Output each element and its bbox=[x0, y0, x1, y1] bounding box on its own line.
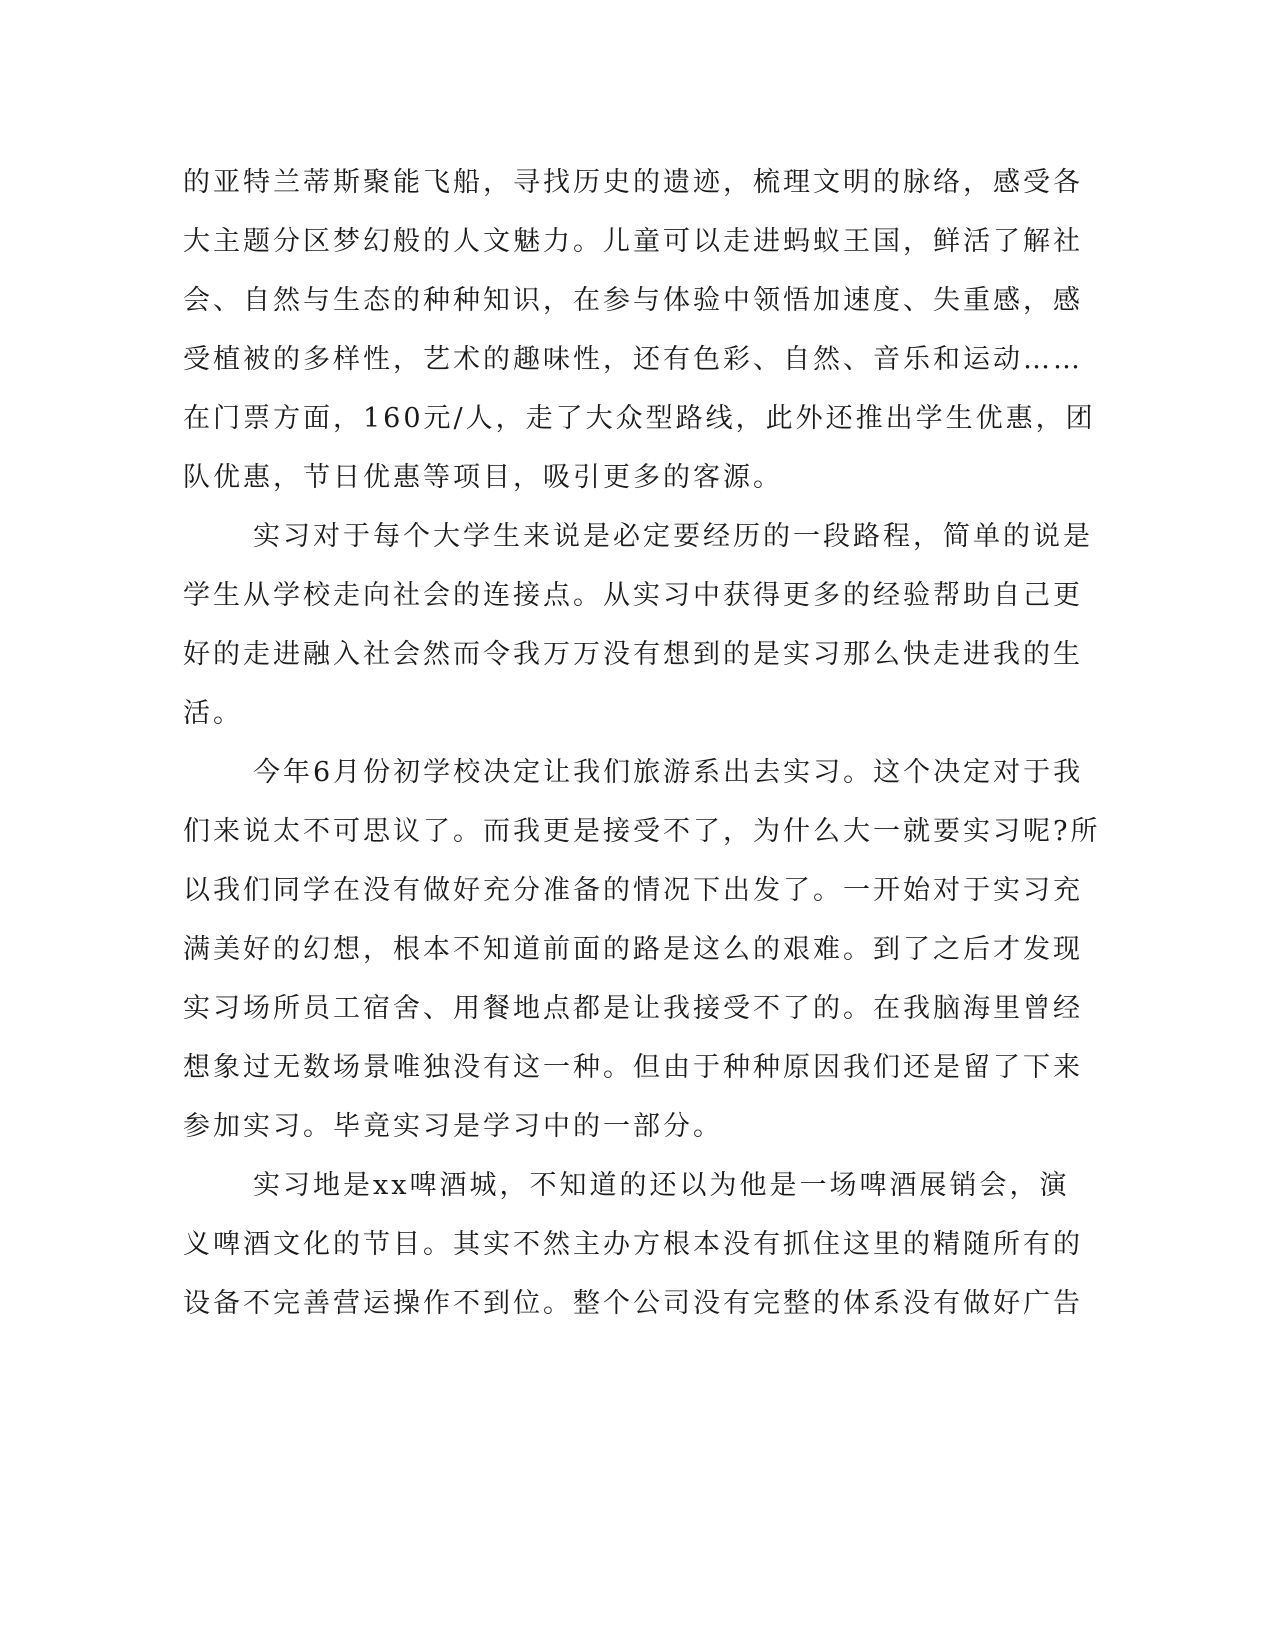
text-line: 以我们同学在没有做好充分准备的情况下出发了。一开始对于实习充 bbox=[183, 875, 1083, 906]
text-line: 实习场所员工宿舍、用餐地点都是让我接受不了的。在我脑海里曾经 bbox=[183, 993, 1083, 1024]
text-line: 想象过无数场景唯独没有这一种。但由于种种原因我们还是留了下来 bbox=[183, 1052, 1083, 1083]
text-line: 队优惠，节日优惠等项目，吸引更多的客源。 bbox=[183, 462, 783, 493]
paragraph-beer-city bbox=[183, 1164, 1083, 1341]
text-line: 在门票方面，160元/人，走了大众型路线，此外还推出学生优惠，团 bbox=[183, 403, 1096, 434]
paragraph-internship-meaning bbox=[183, 515, 1093, 751]
text-line: 设备不完善营运操作不到位。整个公司没有完整的体系没有做好广告 bbox=[183, 1288, 1083, 1319]
text-line: 今年6月份初学校决定让我们旅游系出去实习。这个决定对于我 bbox=[253, 757, 1084, 788]
paragraph-attraction-intro bbox=[183, 161, 1096, 515]
text-line: 们来说太不可思议了。而我更是接受不了，为什么大一就要实习呢?所 bbox=[183, 816, 1101, 847]
text-line: 参加实习。毕竟实习是学习中的一部分。 bbox=[183, 1111, 723, 1142]
text-line: 实习地是xx啤酒城，不知道的还以为他是一场啤酒展销会，演 bbox=[253, 1170, 1070, 1201]
text-line: 大主题分区梦幻般的人文魅力。儿童可以走进蚂蚁王国，鲜活了解社 bbox=[183, 226, 1083, 257]
text-line: 满美好的幻想，根本不知道前面的路是这么的艰难。到了之后才发现 bbox=[183, 934, 1083, 965]
text-line: 好的走进融入社会然而令我万万没有想到的是实习那么快走进我的生 bbox=[183, 639, 1083, 670]
text-line: 义啤酒文化的节目。其实不然主办方根本没有抓住这里的精随所有的 bbox=[183, 1229, 1083, 1260]
text-line: 受植被的多样性，艺术的趣味性，还有色彩、自然、音乐和运动…… bbox=[183, 344, 1083, 375]
document-body bbox=[183, 161, 1101, 1341]
text-line: 的亚特兰蒂斯聚能飞船，寻找历史的遗迹，梳理文明的脉络，感受各 bbox=[183, 167, 1083, 198]
text-line: 活。 bbox=[183, 698, 243, 729]
text-line: 实习对于每个大学生来说是必定要经历的一段路程，简单的说是 bbox=[253, 521, 1093, 552]
text-line: 会、自然与生态的种种知识，在参与体验中领悟加速度、失重感，感 bbox=[183, 285, 1083, 316]
text-line: 学生从学校走向社会的连接点。从实习中获得更多的经验帮助自己更 bbox=[183, 580, 1083, 611]
paragraph-june-decision bbox=[183, 751, 1101, 1164]
